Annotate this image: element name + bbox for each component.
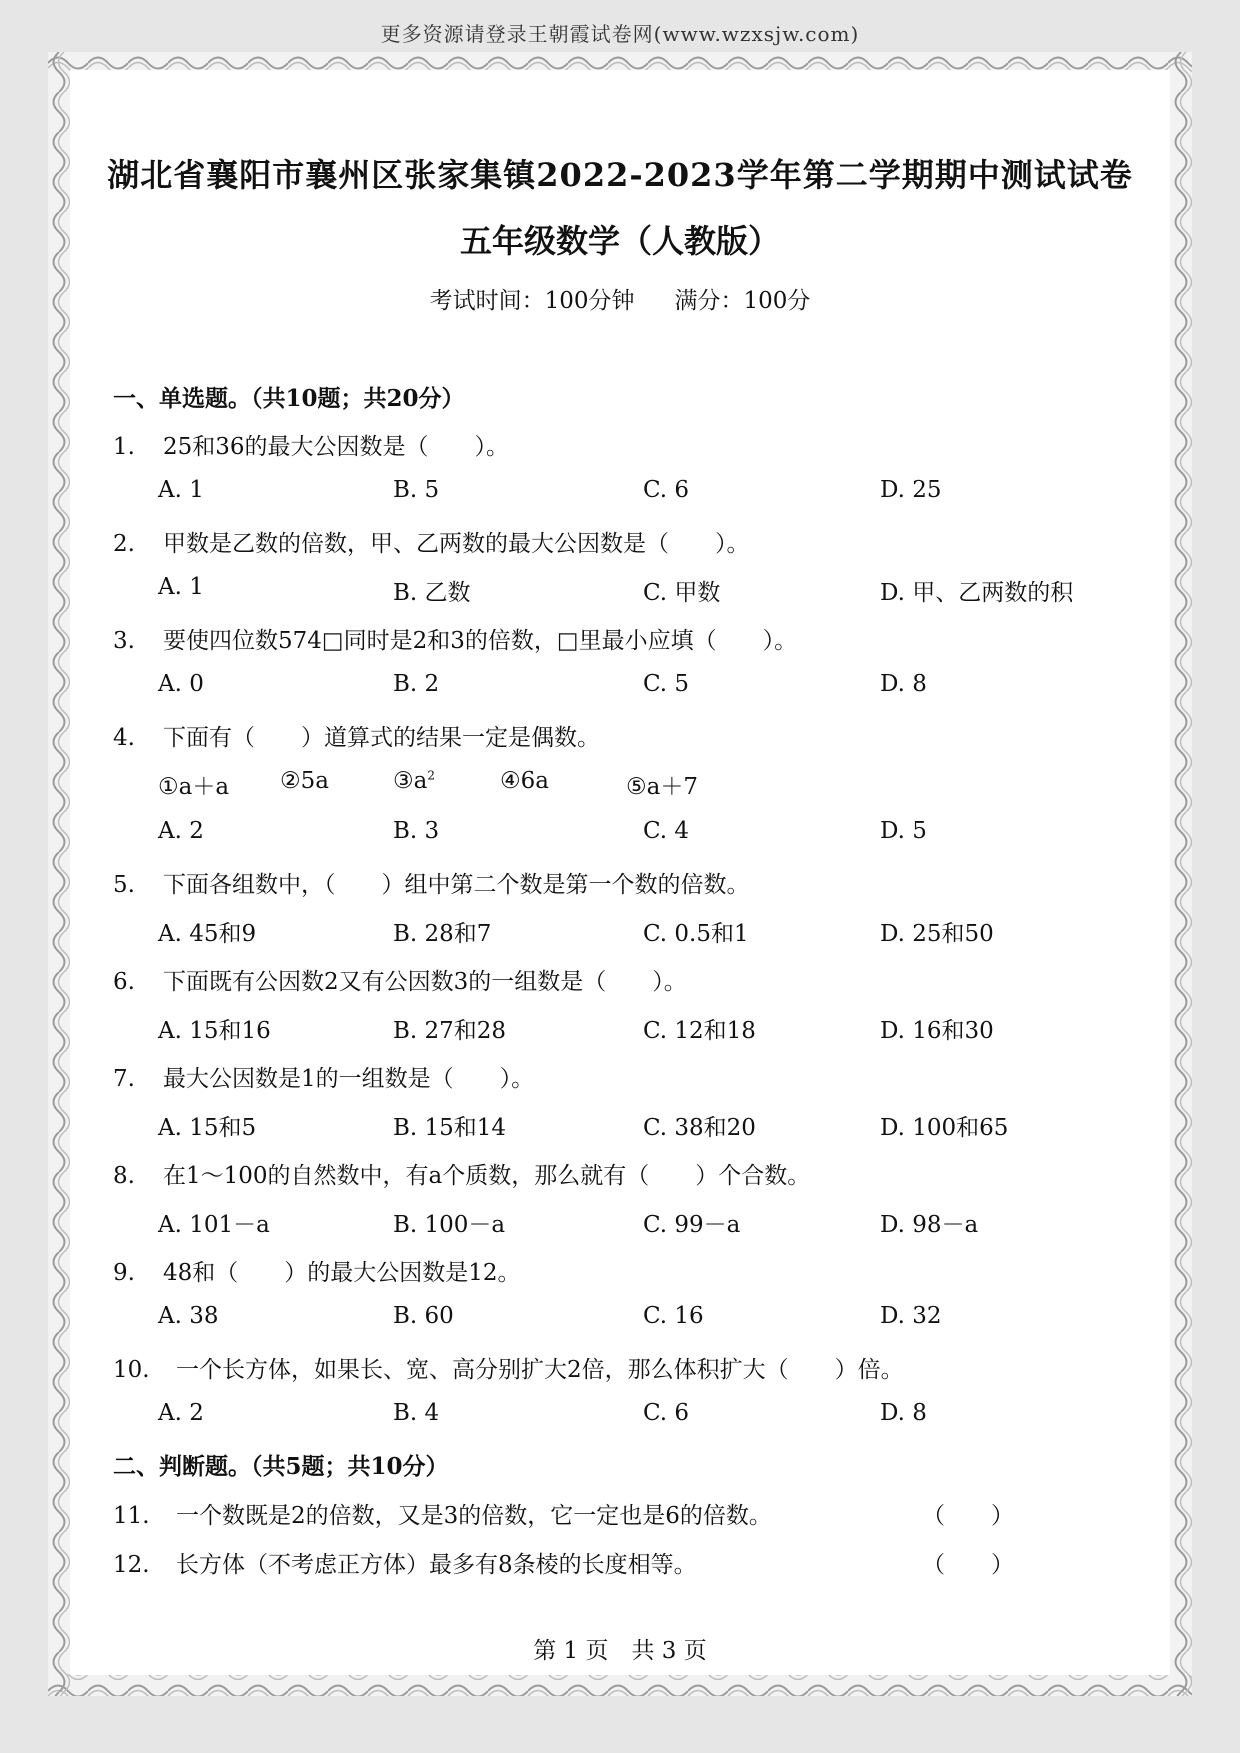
question bbox=[113, 622, 797, 655]
question-text: 下面各组数中，（ ）组中第二个数是第一个数的倍数。 bbox=[163, 872, 750, 898]
option[interactable]: B. 2 bbox=[393, 671, 440, 697]
option[interactable]: C. 5 bbox=[643, 671, 690, 697]
question-text: 48和（ ）的最大公因数是12。 bbox=[163, 1260, 521, 1286]
watermark-text: 更多资源请登录王朝霞试卷网(www.wzxsjw.com) bbox=[380, 22, 860, 46]
question-number: 2. bbox=[113, 531, 135, 557]
option[interactable]: C. 6 bbox=[643, 477, 690, 503]
exam-time: 考试时间：100分钟 bbox=[429, 288, 635, 314]
question-number: 6. bbox=[113, 969, 135, 995]
question bbox=[113, 525, 750, 558]
option[interactable]: A. 2 bbox=[158, 818, 204, 844]
exam-meta bbox=[0, 282, 1240, 315]
question-number: 11. bbox=[113, 1503, 150, 1529]
question-number: 12. bbox=[113, 1552, 150, 1578]
option[interactable]: A. 45和9 bbox=[158, 921, 257, 947]
question-text: 最大公因数是1的一组数是（ ）。 bbox=[163, 1066, 535, 1092]
expression bbox=[393, 768, 435, 794]
option[interactable]: B. 28和7 bbox=[393, 921, 492, 947]
question bbox=[113, 1351, 904, 1384]
section-heading-single-choice: 一、单选题。（共10题；共20分） bbox=[113, 385, 465, 412]
option[interactable]: A. 101－a bbox=[158, 1212, 270, 1238]
option[interactable]: C. 6 bbox=[643, 1400, 690, 1426]
option[interactable]: D. 8 bbox=[880, 671, 927, 697]
question bbox=[113, 719, 600, 752]
question bbox=[113, 1497, 772, 1530]
question-number: 1. bbox=[113, 434, 135, 460]
expression-base: ③a bbox=[393, 768, 428, 794]
expression: ④6a bbox=[500, 768, 549, 794]
question-text: 甲数是乙数的倍数，甲、乙两数的最大公因数是（ ）。 bbox=[163, 531, 750, 557]
option[interactable]: D. 16和30 bbox=[880, 1018, 994, 1044]
option[interactable]: B. 27和28 bbox=[393, 1018, 507, 1044]
answer-blank[interactable]: （ ） bbox=[922, 1552, 1014, 1578]
full-score: 满分：100分 bbox=[674, 288, 811, 314]
option[interactable]: C. 4 bbox=[643, 818, 690, 844]
option[interactable]: D. 25和50 bbox=[880, 921, 994, 947]
option[interactable]: D. 25 bbox=[880, 477, 942, 503]
expression: ⑤a＋7 bbox=[626, 774, 698, 800]
question-number: 8. bbox=[113, 1163, 135, 1189]
option[interactable]: D. 32 bbox=[880, 1303, 942, 1329]
question-number: 4. bbox=[113, 725, 135, 751]
option[interactable]: C. 16 bbox=[643, 1303, 704, 1329]
question-number: 3. bbox=[113, 628, 135, 654]
option[interactable]: B. 15和14 bbox=[393, 1115, 507, 1141]
exam-subtitle: 五年级数学（人教版） bbox=[459, 222, 780, 260]
option[interactable]: B. 100－a bbox=[393, 1212, 506, 1238]
option[interactable]: B. 5 bbox=[393, 477, 440, 503]
question bbox=[113, 1546, 697, 1579]
expression: ②5a bbox=[280, 768, 329, 794]
option[interactable]: A. 38 bbox=[158, 1303, 219, 1329]
option[interactable]: B. 4 bbox=[393, 1400, 440, 1426]
section-heading-judgement: 二、判断题。（共5题；共10分） bbox=[113, 1453, 449, 1480]
option[interactable]: C. 99－a bbox=[643, 1212, 741, 1238]
question-text: 一个数既是2的倍数，又是3的倍数，它一定也是6的倍数。 bbox=[176, 1503, 772, 1529]
option[interactable]: B. 乙数 bbox=[393, 580, 471, 606]
question-text: 下面有（ ）道算式的结果一定是偶数。 bbox=[163, 725, 600, 751]
question-text: 长方体（不考虑正方体）最多有8条棱的长度相等。 bbox=[176, 1552, 697, 1578]
question-number: 5. bbox=[113, 872, 135, 898]
question-number: 10. bbox=[113, 1357, 150, 1383]
option[interactable]: A. 15和16 bbox=[158, 1018, 271, 1044]
expression-exponent: 2 bbox=[427, 768, 435, 783]
question-number: 7. bbox=[113, 1066, 135, 1092]
option[interactable]: A. 1 bbox=[158, 574, 204, 600]
question-text: 25和36的最大公因数是（ ）。 bbox=[163, 434, 510, 460]
page-footer: 第 1 页 共 3 页 bbox=[533, 1638, 707, 1664]
expression-list bbox=[158, 768, 858, 798]
option[interactable]: D. 甲、乙两数的积 bbox=[880, 580, 1074, 606]
option[interactable]: D. 5 bbox=[880, 818, 927, 844]
question-text: 要使四位数574□同时是2和3的倍数，□里最小应填（ ）。 bbox=[163, 628, 798, 654]
question bbox=[113, 428, 509, 461]
question bbox=[113, 963, 687, 996]
question-text: 在1～100的自然数中，有a个质数，那么就有（ ）个合数。 bbox=[163, 1163, 811, 1189]
option[interactable]: C. 38和20 bbox=[643, 1115, 756, 1141]
question-text: 下面既有公因数2又有公因数3的一组数是（ ）。 bbox=[163, 969, 687, 995]
question-text: 一个长方体，如果长、宽、高分别扩大2倍，那么体积扩大（ ）倍。 bbox=[176, 1357, 904, 1383]
question bbox=[113, 866, 750, 899]
answer-blank[interactable]: （ ） bbox=[922, 1503, 1014, 1529]
option[interactable]: A. 1 bbox=[158, 477, 204, 503]
expression: ①a＋a bbox=[158, 774, 230, 800]
option[interactable]: A. 0 bbox=[158, 671, 204, 697]
option[interactable]: D. 98－a bbox=[880, 1212, 979, 1238]
question bbox=[113, 1157, 810, 1190]
question bbox=[113, 1060, 534, 1093]
option[interactable]: A. 2 bbox=[158, 1400, 204, 1426]
question-number: 9. bbox=[113, 1260, 135, 1286]
option[interactable]: C. 甲数 bbox=[643, 580, 721, 606]
option[interactable]: C. 12和18 bbox=[643, 1018, 756, 1044]
exam-title: 湖北省襄阳市襄州区张家集镇2022-2023学年第二学期期中测试试卷 bbox=[107, 156, 1133, 194]
option[interactable]: D. 100和65 bbox=[880, 1115, 1009, 1141]
option[interactable]: D. 8 bbox=[880, 1400, 927, 1426]
option[interactable]: C. 0.5和1 bbox=[643, 921, 749, 947]
option[interactable]: B. 60 bbox=[393, 1303, 454, 1329]
option[interactable]: B. 3 bbox=[393, 818, 440, 844]
question bbox=[113, 1254, 521, 1287]
option[interactable]: A. 15和5 bbox=[158, 1115, 257, 1141]
